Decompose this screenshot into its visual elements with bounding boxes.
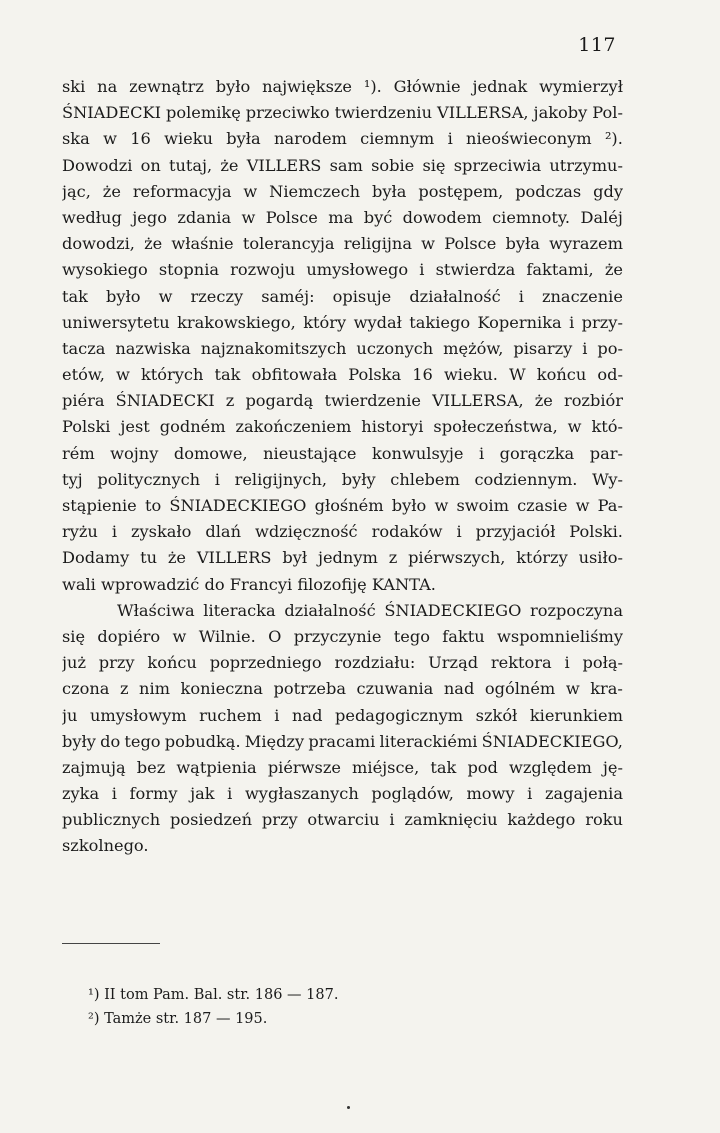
- word: uczonych: [356, 338, 434, 358]
- word: pobudką.: [164, 731, 241, 751]
- word: tego: [124, 731, 161, 751]
- word: przy: [261, 810, 298, 830]
- word: w: [158, 286, 173, 306]
- word: szkół: [475, 705, 518, 725]
- word: się: [422, 155, 446, 175]
- word: gorączka: [499, 443, 575, 463]
- text-line: [62, 336, 623, 362]
- text-line: [62, 100, 623, 126]
- text-line: [62, 493, 623, 519]
- word: przy: [98, 653, 135, 673]
- word: jego: [132, 207, 167, 227]
- word: konwulsyje: [372, 443, 464, 463]
- word: zdania: [177, 207, 232, 227]
- footnote-rule: [62, 943, 160, 944]
- word: wieku: [164, 129, 213, 149]
- word: rektora: [490, 653, 552, 673]
- word: była: [372, 181, 407, 201]
- word: wdzięczność: [254, 522, 358, 542]
- word: reformacyja: [132, 181, 232, 201]
- word: działalność: [284, 600, 376, 620]
- word: twierdzeniu: [334, 103, 433, 123]
- word: domowe,: [173, 443, 248, 463]
- word: formy: [129, 784, 178, 804]
- body-text: [62, 74, 623, 860]
- word: zagajenia: [544, 784, 623, 804]
- word: sprzeciwia: [453, 155, 542, 175]
- text-line: [62, 388, 623, 414]
- word: literackiémi: [379, 731, 478, 751]
- word: sobie: [371, 155, 415, 175]
- word: ska: [62, 129, 90, 149]
- word: ruchem: [199, 705, 262, 725]
- word: tolerancyja: [242, 234, 335, 254]
- word: który: [303, 312, 347, 332]
- word: nazwiska: [115, 338, 191, 358]
- word: i: [389, 810, 395, 830]
- text-line: [62, 362, 623, 388]
- word: była: [226, 129, 261, 149]
- footnote: ¹) II tom Pam. Bal. str. 186 — 187.: [88, 987, 339, 1003]
- word: opisuje: [332, 286, 392, 306]
- word: społeczeństwa,: [433, 417, 558, 437]
- word: rodaków: [371, 522, 443, 542]
- word: że: [534, 391, 553, 411]
- word: czasie: [517, 496, 568, 515]
- word: najznakomitszych: [200, 338, 347, 358]
- word: i: [518, 286, 524, 306]
- word: literacka: [203, 600, 276, 620]
- word: ŚNIADECKI: [115, 391, 215, 411]
- word: ²).: [604, 129, 623, 149]
- word: mężów,: [443, 338, 504, 358]
- word: były: [341, 469, 376, 489]
- word: W: [509, 365, 526, 385]
- word: w: [243, 181, 258, 201]
- word: do: [100, 731, 121, 751]
- word: przy-: [581, 312, 623, 332]
- word: 16: [130, 129, 151, 149]
- word: usiło-: [578, 548, 623, 568]
- word: VILLERS: [196, 548, 272, 568]
- word: par-: [589, 443, 623, 463]
- word: i: [274, 705, 280, 725]
- footnotes: [88, 983, 338, 1031]
- word: się: [62, 626, 86, 646]
- word: Urząd: [428, 653, 479, 673]
- word: godném: [159, 417, 226, 437]
- word: Niemczech: [269, 181, 361, 201]
- word: z: [388, 548, 398, 568]
- word: przeciwko: [245, 103, 330, 123]
- word: mowy: [466, 784, 515, 804]
- word: krakowskiego,: [177, 312, 296, 332]
- word: i: [564, 653, 570, 673]
- text-line: [62, 231, 623, 257]
- word: rozwoju: [230, 260, 296, 280]
- text-line: szkolnego.: [62, 836, 149, 856]
- word: w: [567, 417, 582, 437]
- word: tu: [140, 548, 158, 568]
- word: rém: [62, 443, 95, 463]
- word: z: [119, 679, 129, 699]
- word: ŚNIADECKI: [62, 103, 162, 123]
- word: i: [111, 784, 117, 804]
- word: na: [97, 77, 118, 96]
- word: 16: [412, 365, 433, 385]
- text-line: [62, 703, 623, 729]
- word: kra-: [590, 679, 623, 699]
- word: wojny: [110, 443, 159, 463]
- text-line: wali wprowadzić do Francyi filozofiję KANTA.: [62, 574, 436, 594]
- word: saméj:: [261, 286, 315, 306]
- word: wątpienia: [176, 757, 257, 777]
- word: końcu: [536, 365, 587, 385]
- text-line: [62, 650, 623, 676]
- word: Polski.: [569, 522, 623, 542]
- word: wydał: [353, 312, 402, 332]
- word: faktami,: [526, 260, 594, 280]
- word: codziennym.: [474, 469, 578, 489]
- word: ski: [62, 77, 86, 96]
- word: względem: [509, 757, 592, 777]
- word: ŚNIADECKIEGO,: [481, 731, 623, 751]
- word: Głównie: [393, 77, 461, 96]
- text-line: [62, 414, 623, 440]
- word: publicznych: [62, 810, 161, 830]
- word: ogólném: [484, 679, 556, 699]
- word: działalność: [409, 286, 501, 306]
- word: w: [116, 365, 130, 385]
- text-line: [62, 205, 623, 231]
- word: podczas: [515, 181, 582, 201]
- word: według: [62, 207, 122, 227]
- text-line: [62, 676, 623, 702]
- word: ma: [328, 207, 354, 227]
- word: nim: [139, 679, 170, 699]
- word: Pol-: [592, 103, 623, 123]
- word: ¹).: [363, 77, 382, 96]
- word: ŚNIADECKIEGO: [384, 600, 522, 620]
- word: czona: [62, 679, 110, 699]
- word: pracami: [308, 731, 376, 751]
- word: obfitowała: [251, 365, 338, 385]
- footnote: ²) Tamże str. 187 — 195.: [88, 1011, 268, 1027]
- word: była: [505, 234, 540, 254]
- word: ciemnoty.: [492, 207, 571, 227]
- word: zamknięciu: [404, 810, 498, 830]
- text-line: [62, 755, 623, 781]
- word: faktu: [442, 626, 485, 646]
- word: w: [103, 129, 117, 149]
- word: czuwania: [356, 679, 434, 699]
- page-number: 117: [578, 34, 616, 56]
- word: sam: [329, 155, 363, 175]
- word: pedagogicznym: [335, 705, 464, 725]
- word: dopiéro: [97, 626, 161, 646]
- word: pisarzy: [513, 338, 573, 358]
- word: w: [434, 496, 449, 515]
- word: tak: [214, 365, 241, 385]
- word: w: [575, 496, 590, 515]
- word: Polsce: [265, 207, 318, 227]
- word: etów,: [62, 365, 105, 385]
- word: VILLERSA,: [432, 391, 524, 411]
- word: były: [62, 731, 96, 751]
- word: nieoświeconym: [466, 129, 592, 149]
- word: nad: [443, 679, 475, 699]
- word: jednak: [472, 77, 528, 96]
- text-line: [62, 441, 623, 467]
- text-line: [62, 598, 623, 624]
- text-line: [62, 624, 623, 650]
- word: Dowodzi: [62, 155, 133, 175]
- word: wyrazem: [549, 234, 623, 254]
- word: połą-: [582, 653, 623, 673]
- word: uniwersytetu: [62, 312, 170, 332]
- word: pogardą: [245, 391, 314, 411]
- word: wieku.: [443, 365, 498, 385]
- word: rozdziału:: [334, 653, 416, 673]
- word: pod: [467, 757, 498, 777]
- word: jakoby: [533, 103, 588, 123]
- word: Pa-: [597, 496, 623, 515]
- word: piéra: [62, 391, 105, 411]
- word: ju: [62, 705, 78, 725]
- word: chlebem: [390, 469, 460, 489]
- word: religijna: [343, 234, 412, 254]
- word: zyka: [62, 784, 100, 804]
- word: piérwszych,: [408, 548, 506, 568]
- word: nieustające: [263, 443, 357, 463]
- text-line: [62, 74, 623, 100]
- word: przyczynie: [293, 626, 382, 646]
- word: któ-: [591, 417, 623, 437]
- word: Daléj: [580, 207, 623, 227]
- word: tak: [430, 757, 457, 777]
- word: tacza: [62, 338, 106, 358]
- word: i: [419, 260, 425, 280]
- text-line: [62, 807, 623, 833]
- word: końcu: [147, 653, 197, 673]
- word: było: [106, 286, 141, 306]
- text-line: [62, 310, 623, 336]
- text-line: [62, 257, 623, 283]
- word: tyj: [62, 469, 83, 489]
- word: i: [447, 129, 453, 149]
- word: stąpienie: [62, 496, 137, 515]
- word: politycznych: [97, 469, 201, 489]
- word: stwierdza: [435, 260, 516, 280]
- word: że: [102, 181, 121, 201]
- word: tutaj,: [168, 155, 213, 175]
- word: utrzymu-: [549, 155, 623, 175]
- word: potrzeba: [273, 679, 346, 699]
- word: wymierzył: [539, 77, 623, 96]
- word: i: [456, 522, 462, 542]
- word: każdego: [507, 810, 576, 830]
- text-line: [62, 545, 623, 571]
- word: stopnia: [158, 260, 220, 280]
- word: poglądów,: [371, 784, 454, 804]
- word: i: [111, 522, 117, 542]
- word: posiedzeń: [169, 810, 253, 830]
- word: ŚNIADECKIEGO: [169, 496, 307, 515]
- word: postępem,: [418, 181, 504, 201]
- word: rozpoczyna: [530, 600, 623, 620]
- text-line: [62, 284, 623, 310]
- word: i: [478, 443, 485, 463]
- word: i: [214, 469, 220, 489]
- text-line: [62, 781, 623, 807]
- word: on: [140, 155, 161, 175]
- word: zajmują: [62, 757, 126, 777]
- word: rozbiór: [563, 391, 623, 411]
- word: miéjsce,: [352, 757, 420, 777]
- word: jest: [120, 417, 150, 437]
- word: dowodem: [402, 207, 482, 227]
- word: Właściwa: [117, 600, 195, 620]
- word: być: [363, 207, 393, 227]
- word: zakończeniem: [235, 417, 352, 437]
- word: przyjaciół: [475, 522, 556, 542]
- word: Kopernika: [477, 312, 562, 332]
- word: swoim: [456, 496, 509, 515]
- word: polemikę: [166, 103, 241, 123]
- word: jak: [190, 784, 215, 804]
- word: największe: [262, 77, 353, 96]
- word: zewnątrz: [129, 77, 204, 96]
- text-line: [62, 729, 623, 755]
- word: których: [140, 365, 204, 385]
- word: umysłowego: [306, 260, 409, 280]
- word: Dodamy: [62, 548, 130, 568]
- word: ryżu: [62, 522, 98, 542]
- word: historyi: [361, 417, 424, 437]
- text-line: [62, 179, 623, 205]
- word: konieczna: [180, 679, 263, 699]
- word: że: [144, 234, 163, 254]
- word: którzy: [516, 548, 568, 568]
- word: głośném: [314, 496, 384, 515]
- word: dowodzi,: [62, 234, 135, 254]
- word: Wilnie.: [198, 626, 256, 646]
- word: Polska: [348, 365, 402, 385]
- word: i: [527, 784, 533, 804]
- word: właśnie: [171, 234, 234, 254]
- word: jednym: [317, 548, 378, 568]
- word: było: [215, 77, 251, 96]
- word: Między: [244, 731, 305, 751]
- word: z: [225, 391, 235, 411]
- word: roku: [585, 810, 623, 830]
- text-line: [62, 467, 623, 493]
- word: że: [220, 155, 239, 175]
- word: piérwsze: [267, 757, 341, 777]
- word: Polski: [62, 417, 111, 437]
- word: w: [172, 626, 187, 646]
- word: bez: [136, 757, 166, 777]
- word: tak: [62, 286, 88, 306]
- word: zyskało: [130, 522, 192, 542]
- word: znaczenie: [541, 286, 623, 306]
- text-line: [62, 153, 623, 179]
- word: już: [62, 653, 86, 673]
- word: od-: [597, 365, 623, 385]
- word: takiego: [409, 312, 471, 332]
- word: dlań: [205, 522, 241, 542]
- word: to: [144, 496, 162, 515]
- word: VILLERS: [246, 155, 322, 175]
- word: w: [241, 207, 256, 227]
- word: rzeczy: [190, 286, 244, 306]
- word: nad: [292, 705, 323, 725]
- word: wspomnieliśmy: [497, 626, 623, 646]
- word: po-: [597, 338, 623, 358]
- word: wysokiego: [62, 260, 148, 280]
- word: VILLERSA,: [437, 103, 529, 123]
- word: był: [282, 548, 308, 568]
- word: poprzedniego: [209, 653, 322, 673]
- text-line: [62, 126, 623, 152]
- word: że: [604, 260, 623, 280]
- word: że: [167, 548, 186, 568]
- print-speck: [347, 1106, 350, 1109]
- word: Polsce: [444, 234, 497, 254]
- word: religijnych,: [234, 469, 328, 489]
- word: ję-: [602, 757, 623, 777]
- word: tego: [393, 626, 430, 646]
- text-line: [62, 519, 623, 545]
- word: jąc,: [62, 181, 91, 201]
- word: umysłowym: [90, 705, 187, 725]
- word: twierdzenie: [324, 391, 421, 411]
- word: O: [268, 626, 282, 646]
- word: narodem: [274, 129, 347, 149]
- word: Wy-: [592, 469, 623, 489]
- word: kierunkiem: [529, 705, 623, 725]
- word: wygłaszanych: [244, 784, 359, 804]
- word: ciemnym: [360, 129, 435, 149]
- word: w: [421, 234, 436, 254]
- word: i: [227, 784, 233, 804]
- word: i: [569, 312, 575, 332]
- word: w: [565, 679, 580, 699]
- word: gdy: [593, 181, 623, 201]
- word: było: [391, 496, 427, 515]
- word: i: [582, 338, 588, 358]
- word: otwarciu: [307, 810, 380, 830]
